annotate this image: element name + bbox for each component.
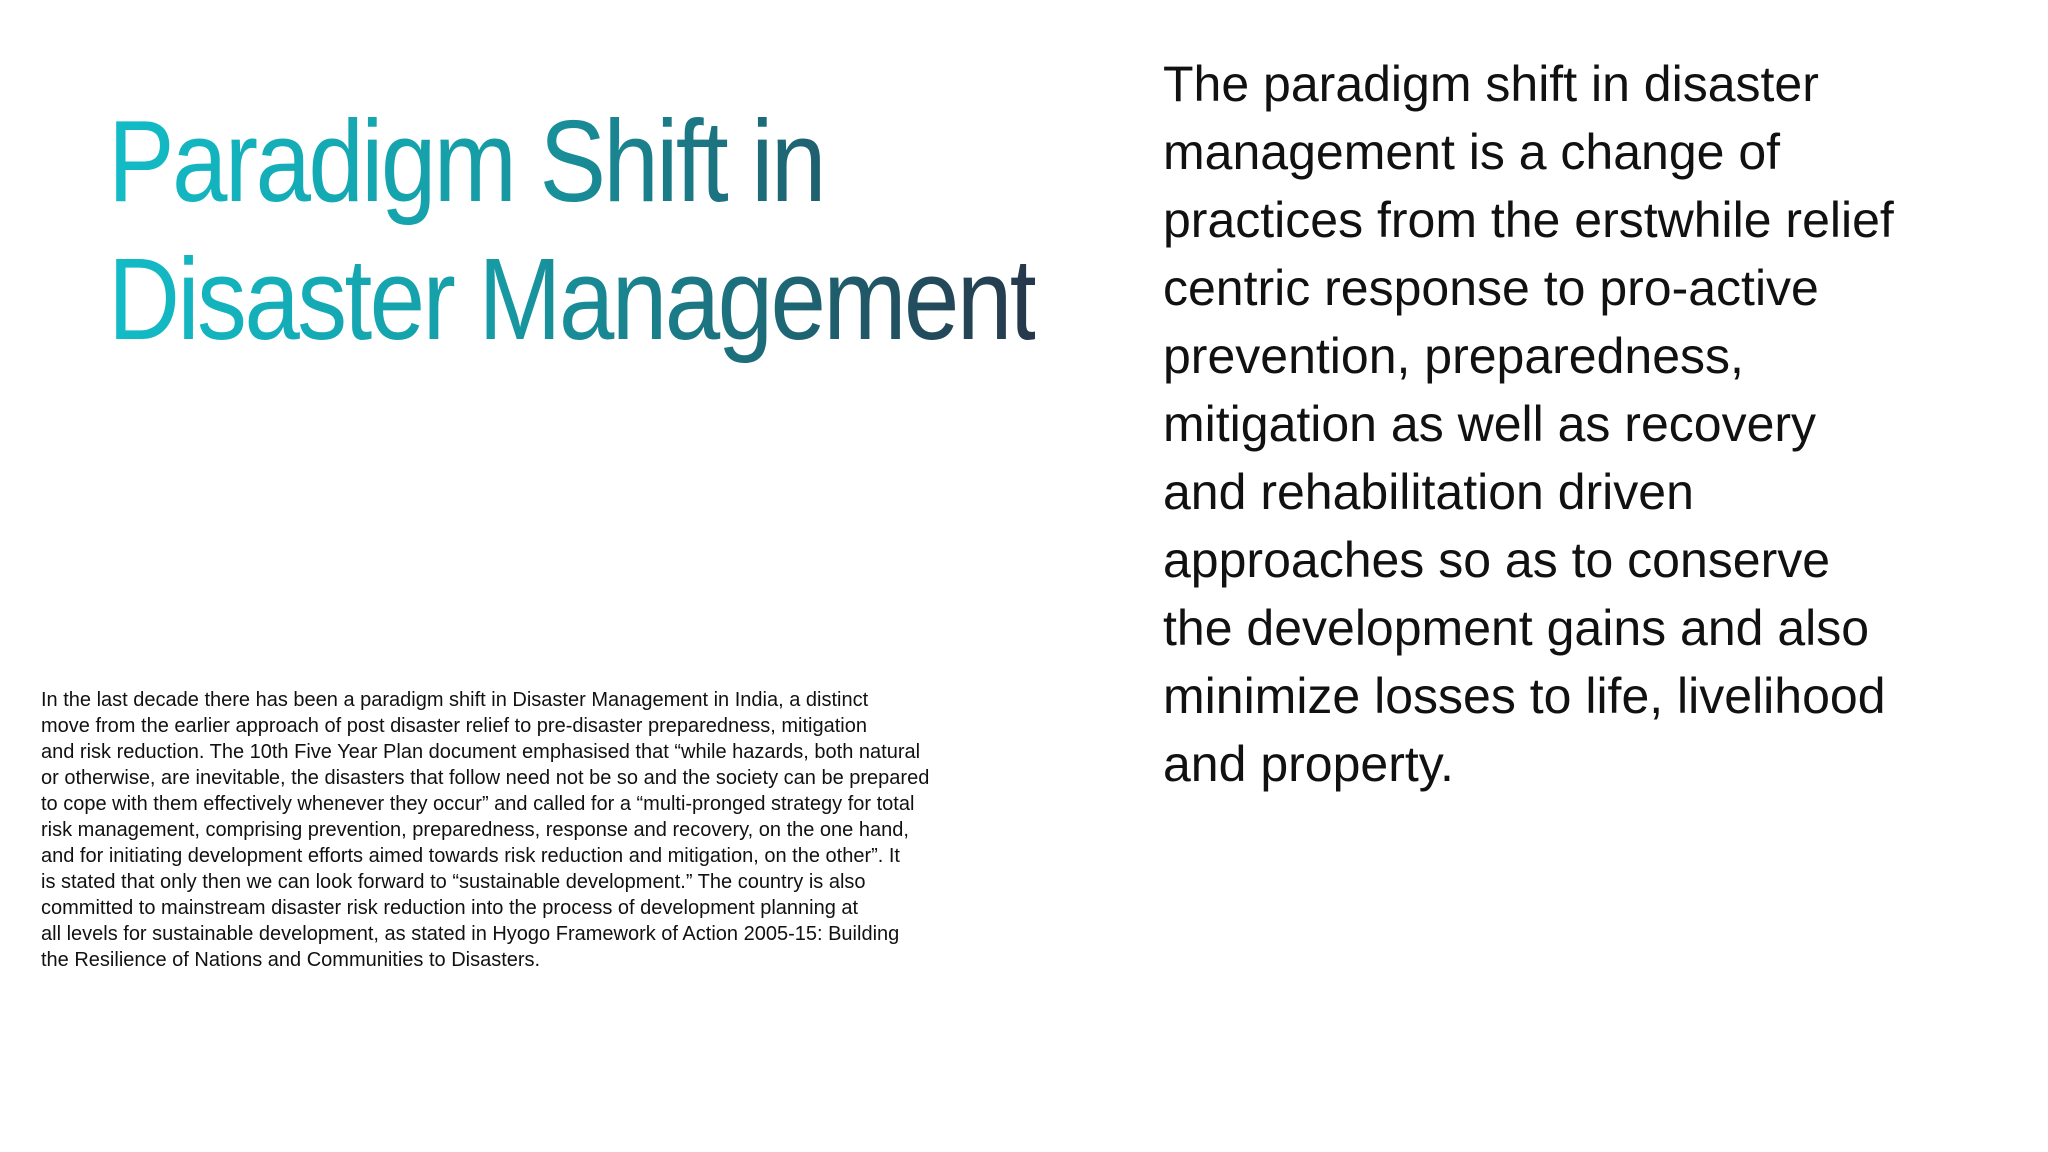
definition-line: prevention, preparedness, — [1163, 328, 1744, 384]
definition-line: and property. — [1163, 736, 1454, 792]
background-line: In the last decade there has been a paradigm shift in Disaster Management in India, a distinct — [41, 689, 869, 711]
background-line: is stated that only then we can look forward to “sustainable development.” The country is also — [41, 871, 866, 893]
background-line: to cope with them effectively whenever they occur” and called for a “multi-pronged strategy for total — [41, 793, 915, 815]
slide-title-line-2: Disaster Management — [108, 234, 1035, 364]
slide-title — [108, 92, 1035, 368]
definition-paragraph — [1163, 50, 2023, 798]
background-line: committed to mainstream disaster risk reduction into the process of development planning at — [41, 897, 859, 919]
definition-line: minimize losses to life, livelihood — [1163, 668, 1886, 724]
background-line: move from the earlier approach of post disaster relief to pre-disaster preparedness, mitigation — [41, 715, 867, 737]
background-paragraph — [41, 687, 1001, 973]
definition-line: practices from the erstwhile relief — [1163, 192, 1894, 248]
background-line: all levels for sustainable development, as stated in Hyogo Framework of Action 2005-15: Building — [41, 923, 900, 945]
background-line: and for initiating development efforts aimed towards risk reduction and mitigation, on the other”. It — [41, 845, 900, 867]
definition-line: and rehabilitation driven — [1163, 464, 1694, 520]
definition-line: The paradigm shift in disaster — [1163, 56, 1819, 112]
definition-line: approaches so as to conserve — [1163, 532, 1831, 588]
background-line: risk management, comprising prevention, preparedness, response and recovery, on the one hand, — [41, 819, 909, 841]
definition-line: centric response to pro-active — [1163, 260, 1819, 316]
definition-line: management is a change of — [1163, 124, 1781, 180]
definition-line: the development gains and also — [1163, 600, 1870, 656]
background-line: the Resilience of Nations and Communities to Disasters. — [41, 949, 541, 971]
background-line: or otherwise, are inevitable, the disasters that follow need not be so and the society can be prepared — [41, 767, 930, 789]
definition-line: mitigation as well as recovery — [1163, 396, 1817, 452]
background-line: and risk reduction. The 10th Five Year Plan document emphasised that “while hazards, both natural — [41, 741, 921, 763]
slide-title-line-1: Paradigm Shift in — [108, 96, 824, 226]
